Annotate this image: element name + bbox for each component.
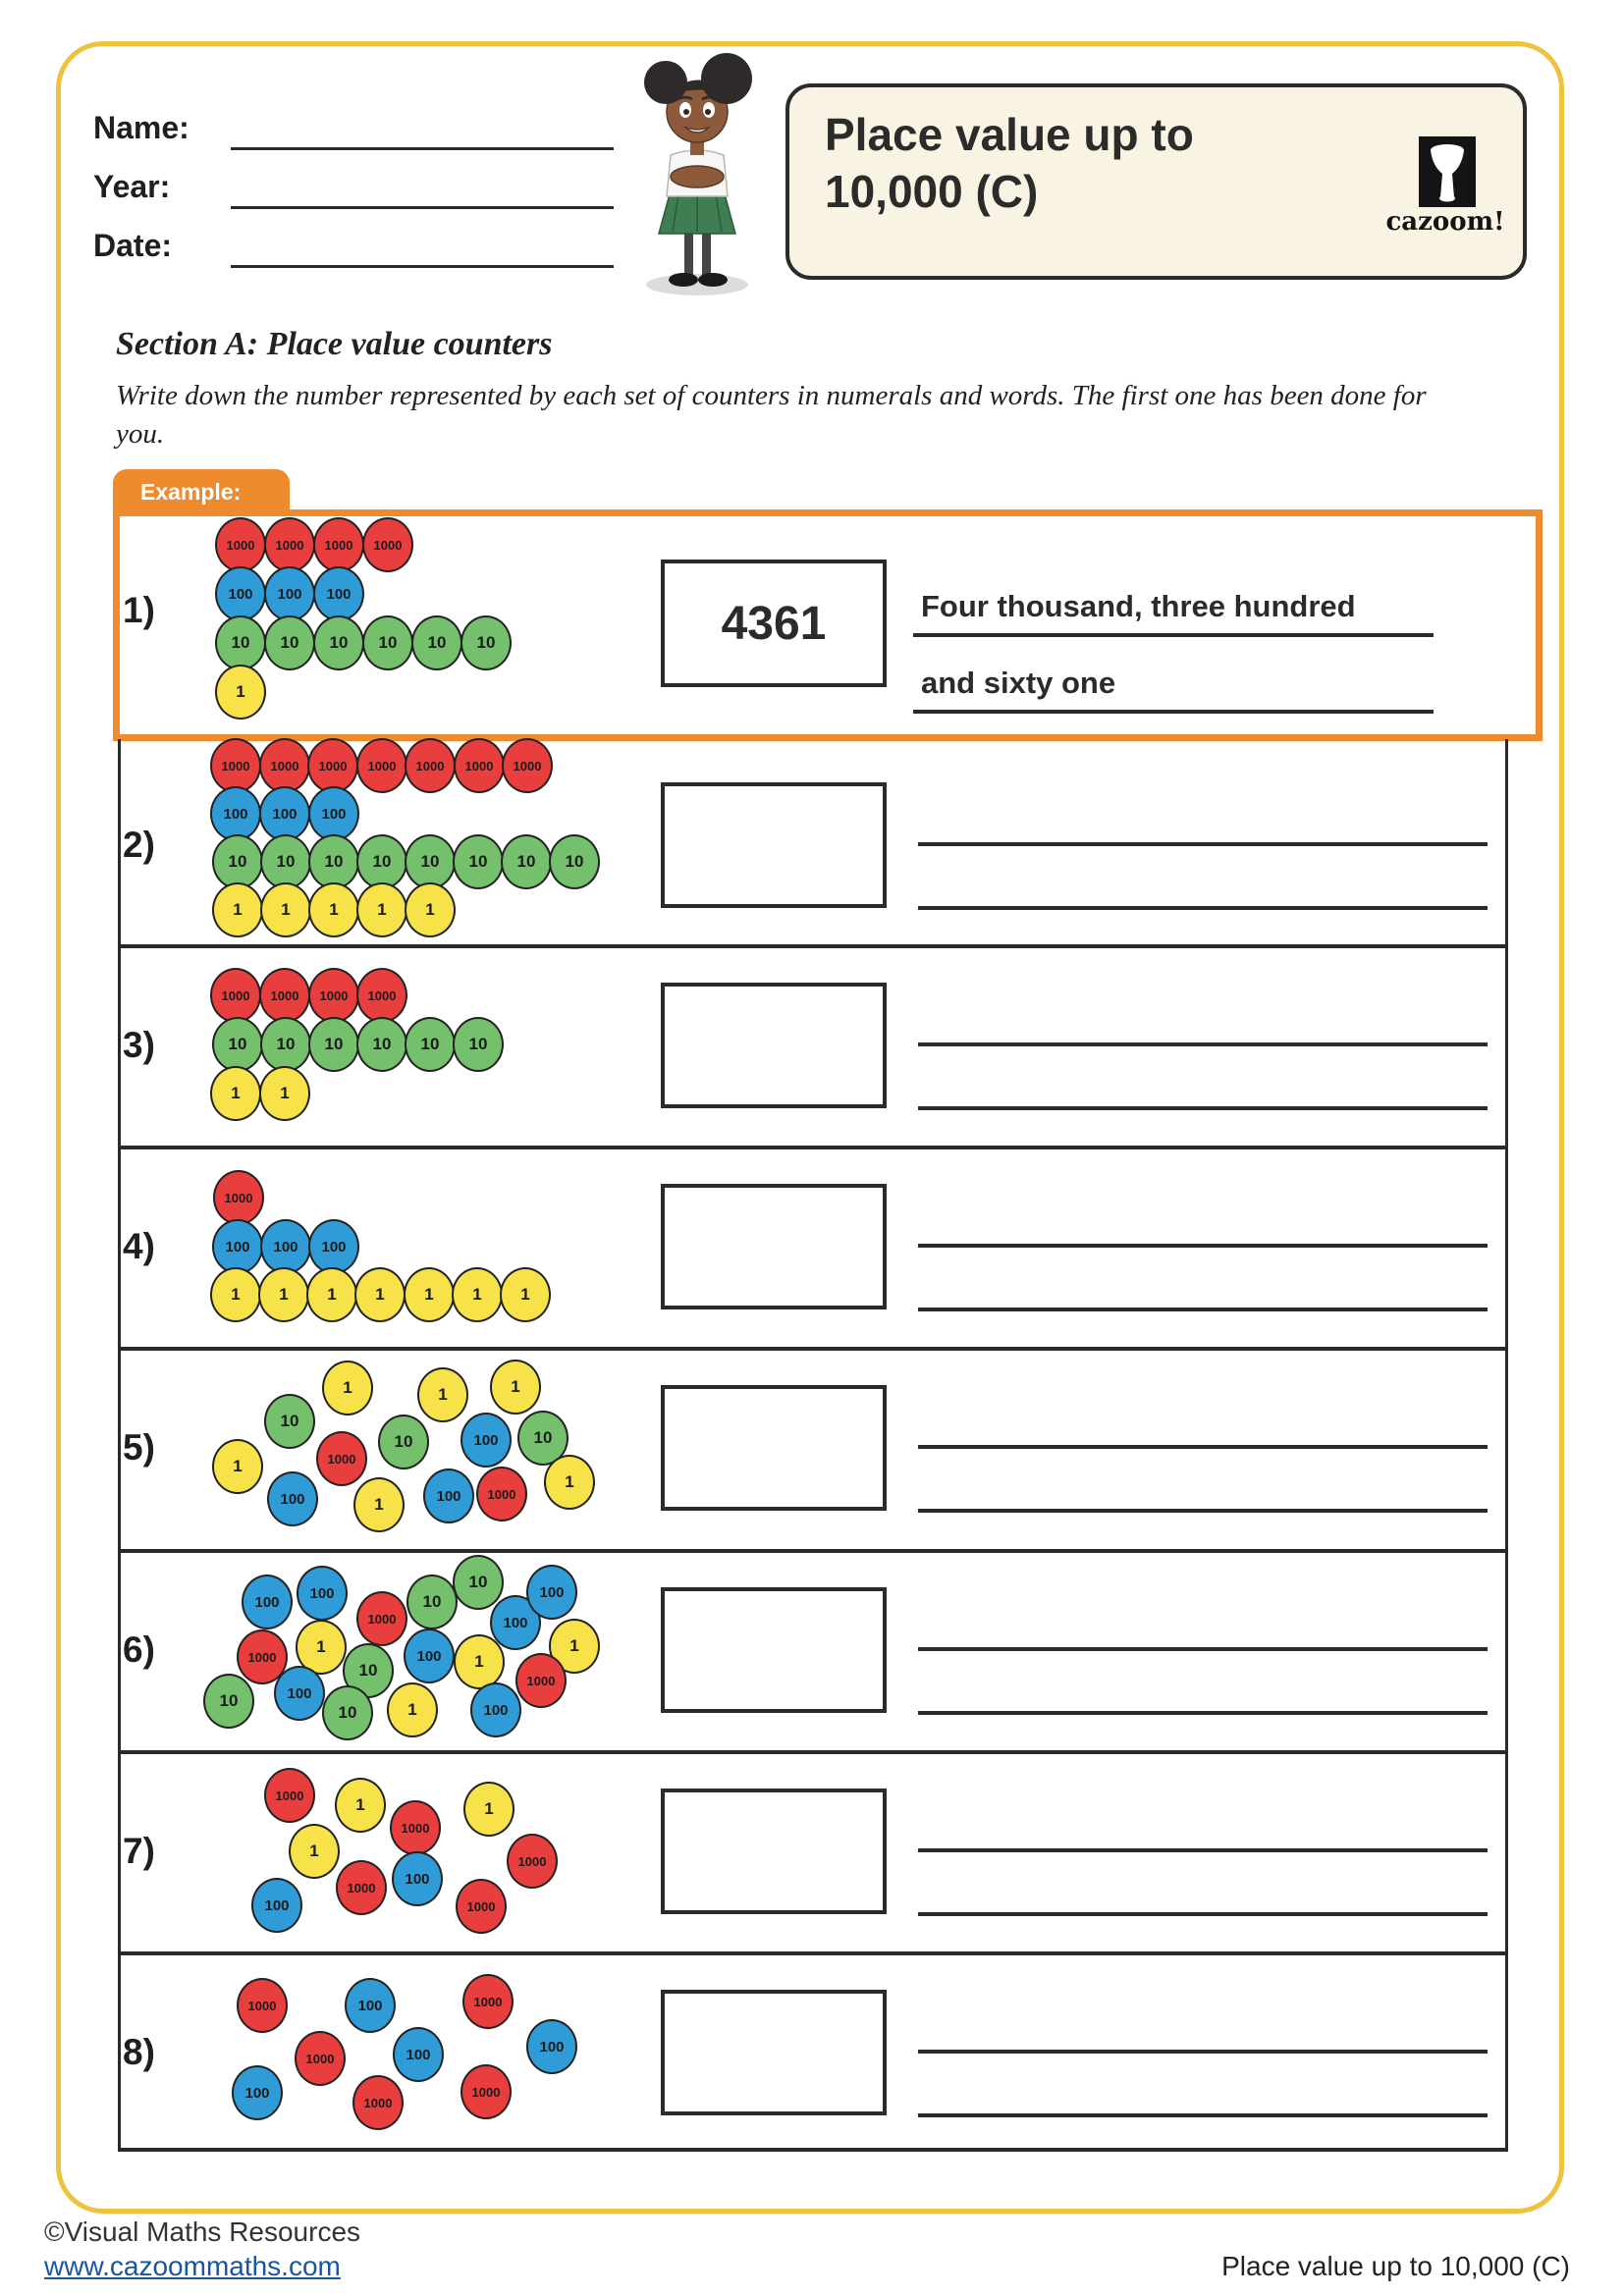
counter-1000: 1000	[515, 1653, 567, 1708]
counter-10: 10	[362, 615, 413, 670]
words-answer-line2-6[interactable]	[918, 1711, 1488, 1715]
row-separator-line	[118, 944, 1508, 948]
counter-1: 1	[490, 1360, 541, 1415]
counter-1: 1	[260, 882, 311, 937]
counter-1: 1	[306, 1267, 357, 1322]
worksheet-title	[825, 107, 1194, 220]
question-number-2: 2)	[123, 825, 155, 865]
name-input-line[interactable]	[231, 147, 614, 150]
counter-100: 100	[526, 1565, 577, 1620]
numeral-answer-box-1: 4361	[661, 560, 887, 687]
counter-1: 1	[210, 1066, 261, 1121]
counter-100: 100	[212, 1219, 263, 1274]
counter-1: 1	[215, 665, 266, 720]
row-separator-line	[118, 1750, 1508, 1754]
words-answer-line1-3[interactable]	[918, 1042, 1488, 1046]
counter-1000: 1000	[264, 517, 315, 572]
counter-1: 1	[404, 1267, 455, 1322]
words-answer-line2-7[interactable]	[918, 1912, 1488, 1916]
numeral-answer-box-6[interactable]	[661, 1587, 887, 1713]
counter-10: 10	[453, 1555, 504, 1610]
counter-1: 1	[322, 1361, 373, 1415]
counter-100: 100	[264, 566, 315, 621]
counter-100: 100	[259, 786, 310, 841]
counter-100: 100	[308, 1219, 359, 1274]
counter-1: 1	[335, 1778, 386, 1833]
example-words-line1: Four thousand, three hundred	[921, 589, 1356, 623]
counter-1: 1	[454, 1634, 505, 1689]
counter-100: 100	[393, 2027, 444, 2082]
counter-1000: 1000	[454, 738, 505, 793]
question-number-7: 7)	[123, 1831, 155, 1871]
question-number-5: 5)	[123, 1427, 155, 1468]
counter-100: 100	[242, 1575, 293, 1629]
counter-1: 1	[500, 1267, 551, 1322]
counter-1000: 1000	[356, 1591, 407, 1646]
counter-1: 1	[212, 882, 263, 937]
counter-1: 1	[417, 1367, 468, 1422]
worksheet-title-line1: Place value up to	[825, 109, 1194, 160]
numeral-answer-box-2[interactable]	[661, 782, 887, 908]
counter-1: 1	[289, 1824, 340, 1879]
words-answer-line2-3[interactable]	[918, 1106, 1488, 1110]
numeral-answer-box-7[interactable]	[661, 1789, 887, 1914]
words-answer-line1-7[interactable]	[918, 1848, 1488, 1852]
counter-10: 10	[411, 615, 462, 670]
words-answer-line2-5[interactable]	[918, 1509, 1488, 1513]
counter-10: 10	[405, 834, 456, 889]
counter-1: 1	[463, 1782, 514, 1837]
counter-1: 1	[353, 1477, 405, 1532]
words-answer-line1-8[interactable]	[918, 2050, 1488, 2054]
counter-1000: 1000	[213, 1170, 264, 1225]
question-number-1: 1)	[123, 590, 155, 630]
counter-10: 10	[308, 834, 359, 889]
question-number-6: 6)	[123, 1629, 155, 1670]
counter-1000: 1000	[259, 738, 310, 793]
counter-1000: 1000	[362, 517, 413, 572]
table-left-border	[118, 739, 121, 2150]
counter-1000: 1000	[316, 1431, 367, 1486]
example-words-line2: and sixty one	[921, 666, 1116, 700]
name-label: Name:	[93, 110, 189, 145]
counter-100: 100	[267, 1471, 318, 1526]
year-input-line[interactable]	[231, 206, 614, 209]
numeral-answer-box-4[interactable]	[661, 1184, 887, 1309]
section-a-heading: Section A: Place value counters	[116, 326, 553, 362]
worksheet-title-line2: 10,000 (C)	[825, 165, 1039, 217]
counter-100: 100	[404, 1629, 455, 1683]
counter-1000: 1000	[460, 2064, 512, 2119]
counter-1000: 1000	[456, 1879, 507, 1934]
words-answer-line1-2[interactable]	[918, 842, 1488, 846]
counter-100: 100	[232, 2065, 283, 2120]
counter-1: 1	[356, 882, 407, 937]
counter-1: 1	[212, 1439, 263, 1494]
counter-10: 10	[453, 1017, 504, 1072]
counter-10: 10	[501, 834, 552, 889]
counter-100: 100	[526, 2019, 577, 2074]
counter-100: 100	[274, 1666, 325, 1721]
counter-10: 10	[406, 1575, 458, 1629]
worksheet-title-box	[785, 83, 1527, 280]
counter-10: 10	[343, 1643, 394, 1698]
counter-1000: 1000	[210, 968, 261, 1023]
numeral-answer-box-5[interactable]	[661, 1385, 887, 1511]
counter-1: 1	[308, 882, 359, 937]
counter-100: 100	[215, 566, 266, 621]
words-answer-line2-2[interactable]	[918, 906, 1488, 910]
numeral-answer-box-3[interactable]	[661, 983, 887, 1108]
date-label: Date:	[93, 228, 173, 263]
counter-1000: 1000	[356, 968, 407, 1023]
counter-1: 1	[259, 1066, 310, 1121]
counter-1: 1	[405, 882, 456, 937]
counter-100: 100	[260, 1219, 311, 1274]
student-cartoon	[614, 51, 781, 301]
counter-10: 10	[212, 834, 263, 889]
counter-10: 10	[405, 1017, 456, 1072]
counter-10: 10	[264, 1394, 315, 1449]
counter-1000: 1000	[390, 1800, 441, 1855]
counter-10: 10	[308, 1017, 359, 1072]
row-separator-line	[118, 2148, 1508, 2152]
row-separator-line	[118, 1549, 1508, 1553]
counter-1000: 1000	[336, 1860, 387, 1915]
counter-10: 10	[313, 615, 364, 670]
cazoom-drum-icon	[1419, 136, 1476, 207]
counter-100: 100	[470, 1682, 521, 1737]
footer-doc-title: Place value up to 10,000 (C)	[1221, 2251, 1570, 2281]
counter-1: 1	[354, 1267, 406, 1322]
counter-10: 10	[212, 1017, 263, 1072]
counter-1: 1	[549, 1619, 600, 1674]
counter-1000: 1000	[476, 1467, 527, 1522]
counter-1000: 1000	[295, 2031, 346, 2086]
counter-1000: 1000	[215, 517, 266, 572]
counter-1: 1	[387, 1682, 438, 1737]
counter-100: 100	[251, 1878, 302, 1933]
counter-10: 10	[322, 1685, 373, 1740]
counter-1000: 1000	[237, 1978, 288, 2033]
copyright-text: ©Visual Maths Resources	[44, 2216, 361, 2247]
words-answer-line1-6[interactable]	[918, 1647, 1488, 1651]
counter-100: 100	[297, 1566, 348, 1621]
counter-100: 100	[423, 1468, 474, 1523]
counter-100: 100	[345, 1978, 396, 2033]
words-answer-line1-1	[913, 633, 1434, 637]
cazoommaths-link[interactable]: www.cazoommaths.com	[44, 2251, 341, 2281]
counter-1000: 1000	[307, 738, 358, 793]
counter-1: 1	[258, 1267, 309, 1322]
counter-1: 1	[452, 1267, 503, 1322]
counter-1000: 1000	[352, 2075, 404, 2130]
counter-10: 10	[549, 834, 600, 889]
words-answer-line2-1	[913, 710, 1434, 714]
question-number-3: 3)	[123, 1025, 155, 1065]
counter-10: 10	[264, 615, 315, 670]
counter-10: 10	[260, 834, 311, 889]
counter-100: 100	[490, 1595, 541, 1650]
date-input-line[interactable]	[231, 265, 614, 268]
words-answer-line2-4[interactable]	[918, 1308, 1488, 1311]
row-separator-line	[118, 1347, 1508, 1351]
counter-1: 1	[544, 1455, 595, 1510]
counter-1000: 1000	[308, 968, 359, 1023]
year-label: Year:	[93, 169, 171, 204]
counter-1000: 1000	[507, 1834, 558, 1889]
row-separator-line	[118, 1951, 1508, 1955]
counter-1: 1	[210, 1267, 261, 1322]
counter-1000: 1000	[313, 517, 364, 572]
numeral-answer-box-8[interactable]	[661, 1990, 887, 2115]
counter-10: 10	[215, 615, 266, 670]
example-tab	[113, 469, 290, 515]
counter-10: 10	[260, 1017, 311, 1072]
words-answer-line1-4[interactable]	[918, 1244, 1488, 1248]
words-answer-line1-5[interactable]	[918, 1445, 1488, 1449]
question-number-8: 8)	[123, 2032, 155, 2072]
counter-1000: 1000	[462, 1974, 514, 2029]
counter-100: 100	[392, 1851, 443, 1906]
counter-1000: 1000	[237, 1629, 288, 1684]
words-answer-line2-8[interactable]	[918, 2113, 1488, 2117]
counter-1000: 1000	[405, 738, 456, 793]
question-number-4: 4)	[123, 1226, 155, 1266]
counter-10: 10	[356, 834, 407, 889]
counter-10: 10	[378, 1415, 429, 1469]
counter-100: 100	[210, 786, 261, 841]
counter-1000: 1000	[210, 738, 261, 793]
counter-10: 10	[356, 1017, 407, 1072]
counter-10: 10	[460, 615, 512, 670]
cazoom-logo-text: cazoom!	[1385, 207, 1505, 237]
example-tab-label: Example:	[140, 479, 242, 505]
counter-1000: 1000	[264, 1768, 315, 1823]
counter-1: 1	[296, 1620, 347, 1675]
section-a-instructions: Write down the number represented by each set of counters in numerals and words. The first one has been done for you.	[116, 380, 1427, 451]
counter-10: 10	[203, 1674, 254, 1729]
table-right-border	[1505, 739, 1508, 2150]
counter-100: 100	[308, 786, 359, 841]
counter-1000: 1000	[259, 968, 310, 1023]
counter-100: 100	[460, 1413, 512, 1468]
row-separator-line	[118, 1146, 1508, 1149]
counter-10: 10	[453, 834, 504, 889]
counter-10: 10	[517, 1411, 568, 1466]
counter-1000: 1000	[502, 738, 553, 793]
counter-1000: 1000	[356, 738, 407, 793]
counter-100: 100	[313, 566, 364, 621]
